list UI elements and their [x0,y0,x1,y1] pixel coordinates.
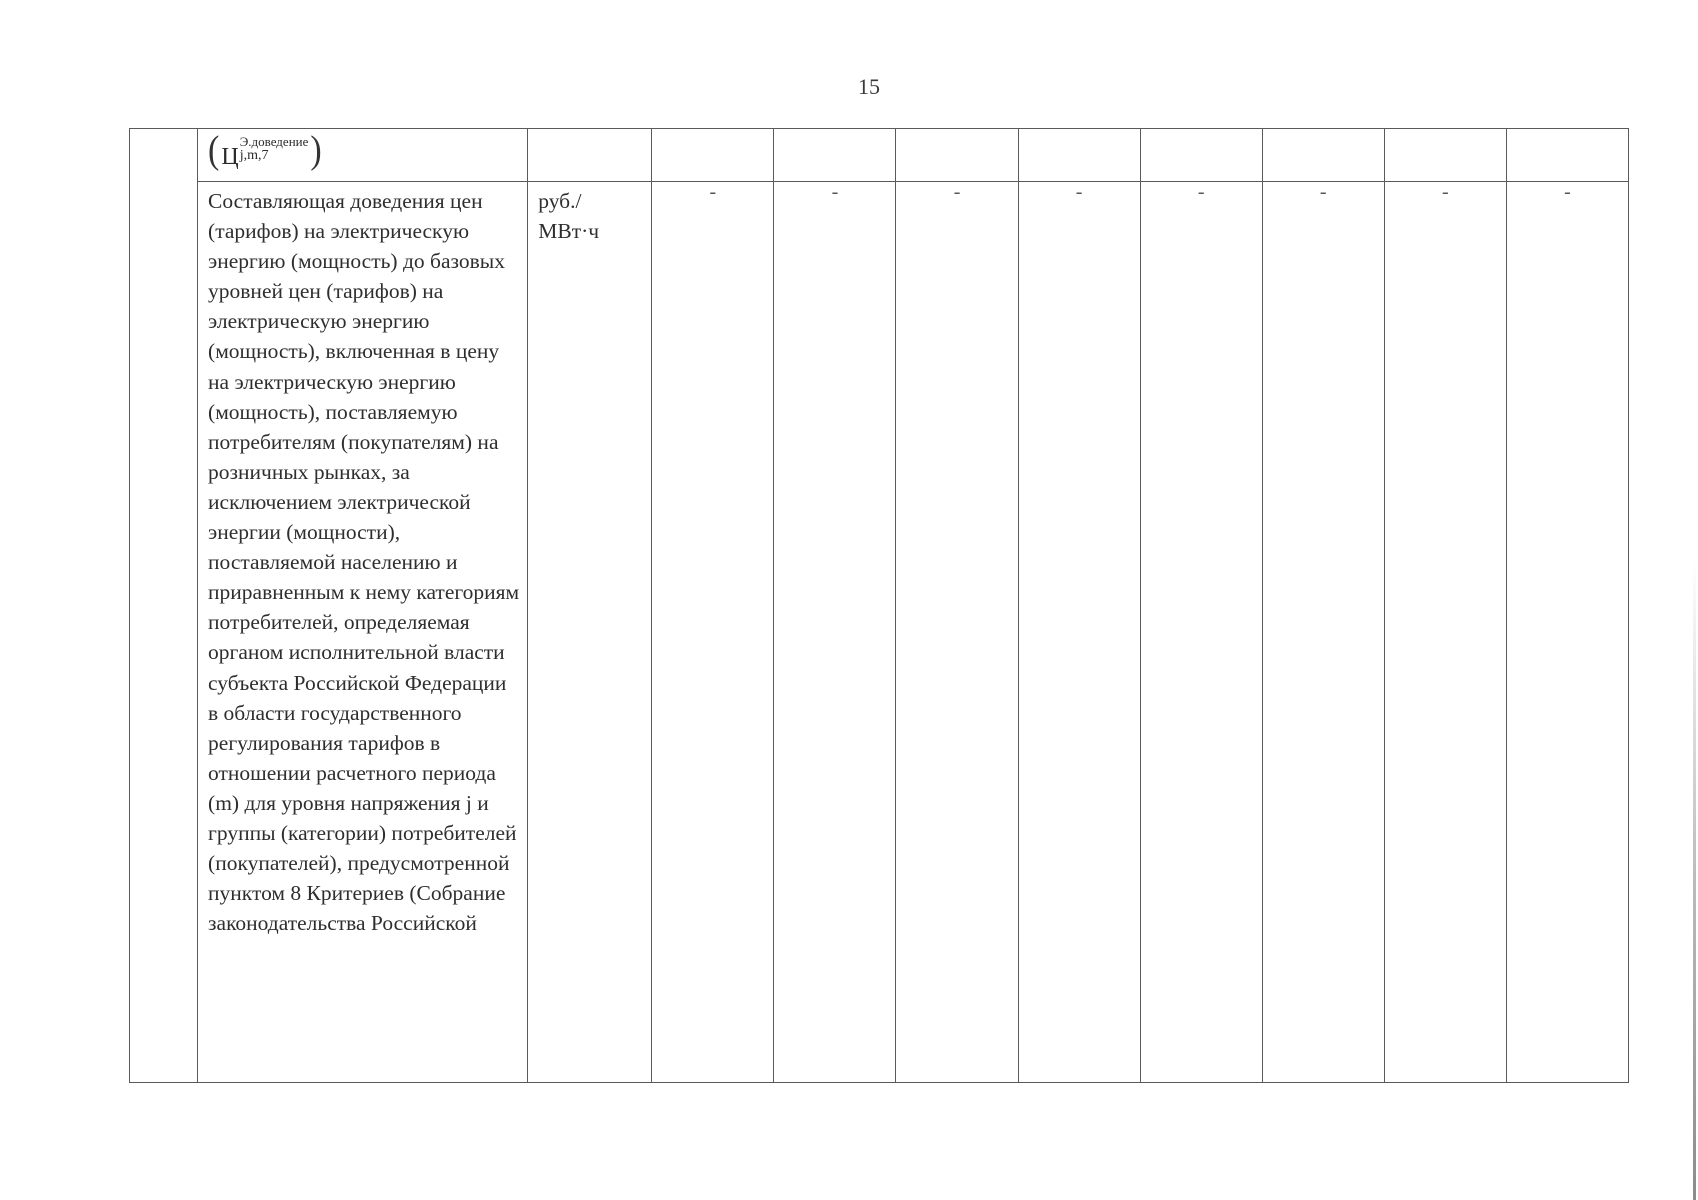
blank-cell [130,129,198,1083]
page-number: 15 [858,74,880,99]
value-cell [652,182,774,1083]
formula-superscript: Э.доведение [239,134,309,149]
value-cell [1140,182,1262,1083]
value-dash: - [953,181,961,203]
formula-value-cell [1140,129,1262,182]
value-cell [896,182,1018,1083]
value-cell [1262,182,1384,1083]
value-cell [1018,182,1140,1083]
formula-value-cell [1018,129,1140,182]
formula-value-cell [652,129,774,182]
value-dash: - [709,181,717,203]
row-unit-cell [528,182,652,1083]
value-dash: - [1075,181,1083,203]
formula-base: Ц [221,144,239,170]
formula-close-paren: ) [310,129,322,172]
formula-value-cell [774,129,896,182]
value-dash: - [1442,181,1449,203]
unit-line-1: руб./ [538,189,582,213]
table-row [130,182,1629,1083]
data-table [129,128,1629,1083]
price-formula [198,129,527,172]
formula-value-cell [896,129,1018,182]
formula-cell [198,129,528,182]
value-cell [774,182,896,1083]
row-name-cell [198,182,528,1083]
formula-value-cell [1384,129,1506,182]
scan-edge-shadow [1693,560,1696,1200]
formula-unit-cell [528,129,652,182]
value-dash: - [1319,181,1327,203]
value-cell [1384,182,1506,1083]
row-unit [528,182,651,246]
formula-row [130,129,1629,182]
formula-value-cell [1262,129,1384,182]
value-dash: - [831,181,839,203]
value-dash: - [1197,181,1205,203]
formula-open-paren: ( [208,129,220,172]
unit-line-2: МВт·ч [538,219,600,243]
formula-subscript: j,m,7 [239,147,269,163]
formula-symbol [221,133,308,169]
formula-value-cell [1506,129,1628,182]
value-dash: - [1564,181,1571,203]
row-name: Составляющая доведения цен (тарифов) на электрическую энергию (мощность) до базовых уровней цен (тарифов) на электрическую энергию (мощность), включенная в цену на электрическую энергию (мощность), поставляемую потребителям (покупателям) на розничных рынках, за исключением электрической энергии (мощности), поставляемой населению и приравненным к нему категориям потребителей, определяемая органом исполнительной власти субъекта Российской Федерации в области государственного регулирования тарифов в отношении расчетного периода (m) для уровня напряжения j и группы (категории) потребителей (покупателей), предусмотренной пунктом 8 Критериев (Собрание законодательства Российской [208,189,520,936]
value-cell [1506,182,1628,1083]
